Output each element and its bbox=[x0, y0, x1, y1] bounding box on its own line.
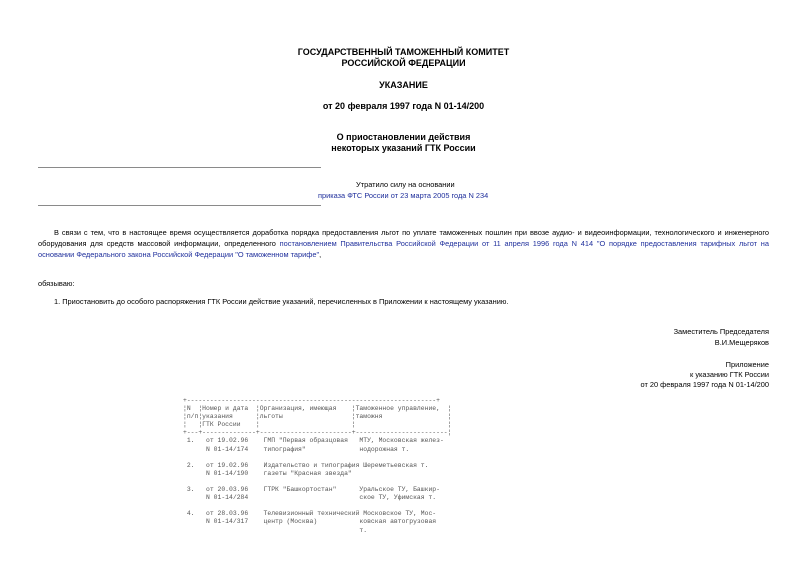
appendix-date: от 20 февраля 1997 года N 01-14/200 bbox=[640, 380, 769, 389]
paragraph-intro-text: В связи с тем, что в настоящее время осуществляется доработка порядка предоставления льгот по уплате таможенных пошлин при ввозе аудио- и видеоинформации, технологического и инженерного оборудования для средств массовой информации, определенного bbox=[38, 228, 769, 248]
obligate-text: обязываю: bbox=[38, 279, 75, 288]
signatory-position: Заместитель Председателя bbox=[673, 327, 769, 336]
divider-top bbox=[38, 167, 321, 168]
paragraph-intro-end: , bbox=[319, 250, 322, 259]
status-note: Утратило силу на основании bbox=[356, 180, 455, 189]
repeal-order-link[interactable]: приказа ФТС России от 23 марта 2005 года N 234 bbox=[318, 191, 489, 200]
signatory-name: В.И.Мещеряков bbox=[714, 338, 769, 347]
appendix-heading: Приложение bbox=[725, 360, 769, 369]
org-name-line1: ГОСУДАРСТВЕННЫЙ ТАМОЖЕННЫЙ КОМИТЕТ bbox=[297, 47, 510, 57]
document-type: УКАЗАНИЕ bbox=[379, 80, 428, 90]
document-title-line1: О приостановлении действия bbox=[336, 132, 471, 142]
appendix-reference: к указанию ГТК России bbox=[690, 370, 769, 379]
government-decree-link[interactable]: постановлением Правительства Российской Федерации от 11 апреля 1996 года N 414 "О порядке предоставления тарифных льгот на основании Федерального закона Российской Федерации "О таможенном тарифе" bbox=[38, 239, 769, 259]
appendix-table: +-----------------------------------------------------------------+ ¦N ¦Номер и дата ¦Организация, имеющая ¦Таможенное управление, ¦ ¦п/п¦указания ¦льготы ¦таможня ¦ ¦ ¦ГТК России ¦ ¦ ¦ +---+--------------+------------------------+------------------------¦ 1. от 19.02.96 ГМП "Первая образцовая МТУ, Московская желез- N 01-14/174 типография" нодорожная т. 2. от 19.02.96 Издательство и типография Шереметьевская т. N 01-14/190 газеты "Красная звезда" 3. от 20.03.96 ГТРК "Башкортостан" Уральское ТУ, Башкир- N 01-14/284 ское ТУ, Уфимская т. 4. от 28.03.96 Телевизионный технический Московское ТУ, Мос- N 01-14/317 центр (Москва) ковская автогрузовая т. bbox=[183, 397, 452, 534]
document-date: от 20 февраля 1997 года N 01-14/200 bbox=[322, 101, 485, 111]
paragraph-intro bbox=[38, 227, 769, 260]
document-title-line2: некоторых указаний ГТК России bbox=[331, 143, 476, 153]
order-item-1: 1. Приостановить до особого распоряжения ГТК России действие указаний, перечисленных в Приложении к настоящему указанию. bbox=[54, 297, 509, 306]
org-name-line2: РОССИЙСКОЙ ФЕДЕРАЦИИ bbox=[341, 58, 466, 68]
divider-bottom bbox=[38, 205, 321, 206]
